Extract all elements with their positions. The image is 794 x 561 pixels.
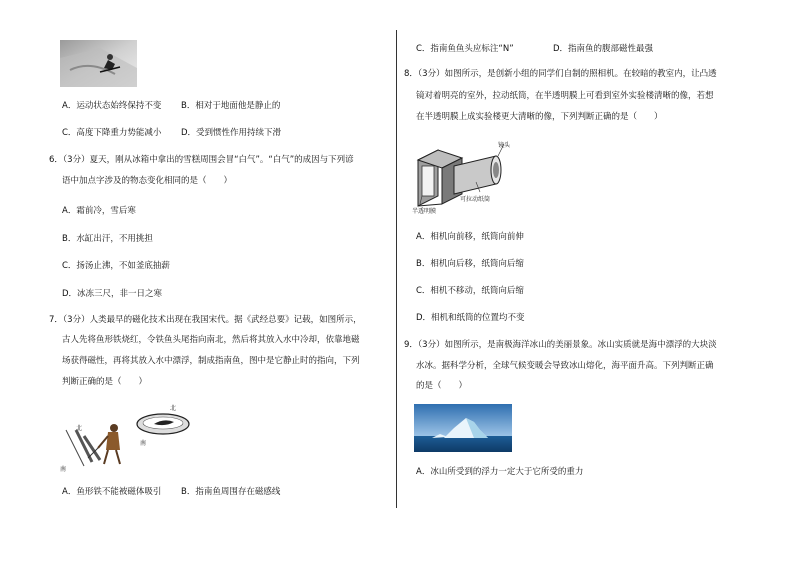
q7-option-d: D．指南鱼的腹部磁性最强 [553, 44, 654, 54]
q8-fig-lens-label: 镜头 [498, 142, 511, 149]
q6-option-b: B．水缸出汗，不用挑担 [62, 234, 153, 244]
q7-option-a: A．鱼形铁不能被磁体吸引 [62, 487, 162, 497]
q8-option-b: B．相机向后移，纸筒向后缩 [416, 259, 524, 269]
q9-stem-line1: 9．（3分）如图所示，是南极海洋冰山的美丽景象。冰山实质就是海中漂浮的大块淡 [404, 340, 717, 350]
q5-option-a: A．运动状态始终保持不变 [62, 101, 162, 111]
q9-option-a: A．冰山所受到的浮力一定大于它所受的重力 [416, 467, 584, 477]
q8-stem-line1: 8．（3分）如图所示，是创新小组的同学们自制的照相机。在较暗的教室内，让凸透 [404, 69, 717, 79]
iceberg-photo [414, 404, 512, 452]
q7-option-c: C．指南鱼鱼头应标注“N” [416, 44, 514, 54]
column-divider [396, 30, 397, 508]
q7-fig-north-right: 北 [170, 405, 177, 412]
skier-photo [60, 40, 137, 87]
q7-fig-south-right: 南 [140, 440, 147, 447]
q6-option-c: C．扬汤止沸，不如釜底抽薪 [62, 261, 170, 271]
q6-option-d: D．冰冻三尺，非一日之寒 [62, 289, 163, 299]
q5-option-c: C．高度下降重力势能减小 [62, 128, 162, 138]
q7-stem-line4: 判断正确的是（ ） [62, 377, 148, 387]
q7-fig-north-left: 北 [76, 425, 83, 432]
q5-option-b: B．相对于地面他是静止的 [181, 101, 281, 111]
q8-fig-tube-label: 可拉动纸筒 [460, 196, 491, 203]
q8-stem-line3: 在半透明膜上成实验楼更大清晰的像，下列判断正确的是（ ） [416, 112, 663, 122]
q8-option-a: A．相机向前移，纸筒向前伸 [416, 232, 524, 242]
q9-stem-line2: 水冰。据科学分析，全球气候变暖会导致冰山熔化，海平面升高。下列判断正确 [416, 361, 714, 371]
q6-option-a: A．霜前冷，雪后寒 [62, 206, 136, 216]
q6-stem-line2: 语中加点字涉及的物态变化相同的是（ ） [62, 176, 233, 186]
q6-stem-line1: 6．（3分）夏天，刚从冰箱中拿出的雪糕周围会冒“白气”。“白气”的成因与下列谚 [49, 155, 354, 165]
q7-stem-line2: 古人先将鱼形铁烧红，令铁鱼头尾指向南北，然后将其放入水中冷却，依靠地磁 [62, 335, 360, 345]
q7-stem-line3: 场获得磁性，再将其放入水中漂浮，制成指南鱼，图中是它静止时的指向，下列 [62, 356, 360, 366]
q8-fig-film-label: 半透明膜 [412, 208, 437, 215]
q8-option-c: C．相机不移动，纸筒向后缩 [416, 286, 524, 296]
q7-stem-line1: 7．（3分）人类最早的磁化技术出现在我国宋代。据《武经总要》记载，如图所示， [49, 315, 362, 325]
q8-stem-line2: 镜对着明亮的室外，拉动纸筒，在半透明膜上可看到室外实验楼清晰的像，若想 [416, 91, 714, 101]
q8-option-d: D．相机和纸筒的位置均不变 [416, 313, 525, 323]
q7-fig-south-left: 南 [60, 466, 67, 473]
q5-option-d: D．受到惯性作用持续下滑 [181, 128, 282, 138]
q9-stem-line3: 的是（ ） [416, 381, 468, 391]
q7-option-b: B．指南鱼周围存在磁感线 [181, 487, 281, 497]
